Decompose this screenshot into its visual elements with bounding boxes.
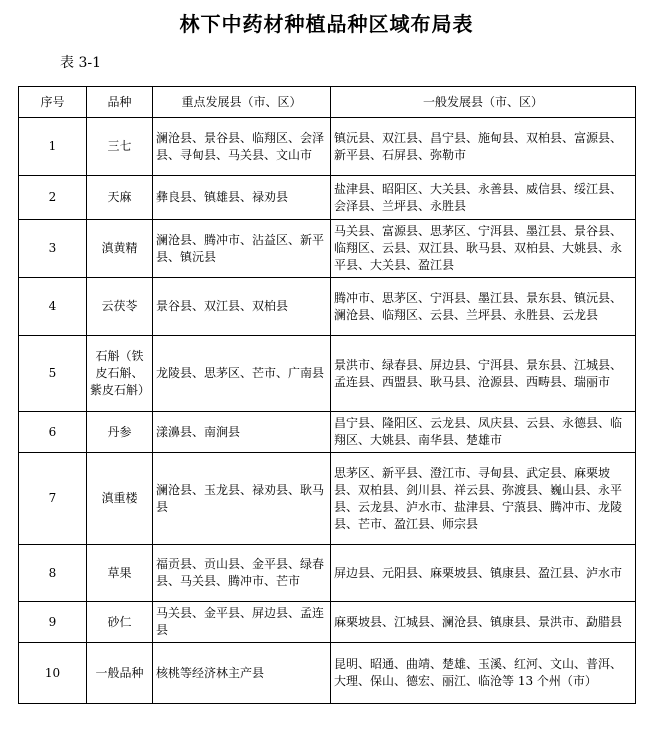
cell-variety: 天麻 — [87, 176, 153, 220]
cell-key-counties: 核桃等经济林主产县 — [153, 643, 331, 704]
cell-no: 3 — [19, 220, 87, 278]
table-caption: 表 3-1 — [60, 55, 101, 71]
cell-no: 10 — [19, 643, 87, 704]
cell-key-counties: 福贡县、贡山县、金平县、绿春县、马关县、腾冲市、芒市 — [153, 545, 331, 602]
table-row — [19, 643, 636, 704]
table-row — [19, 412, 636, 453]
table-row — [19, 278, 636, 336]
cell-variety: 一般品种 — [87, 643, 153, 704]
cell-no: 4 — [19, 278, 87, 336]
cell-general-counties: 景洪市、绿春县、屏边县、宁洱县、景东县、江城县、孟连县、西盟县、耿马县、沧源县、西畴县、瑞丽市 — [331, 336, 636, 412]
cell-general-counties: 昌宁县、隆阳区、云龙县、凤庆县、云县、永德县、临翔区、大姚县、南华县、楚雄市 — [331, 412, 636, 453]
table-row — [19, 453, 636, 545]
cell-key-counties: 漾濞县、南涧县 — [153, 412, 331, 453]
table-row — [19, 118, 636, 176]
table-header-row — [19, 87, 636, 118]
cell-variety: 滇黄精 — [87, 220, 153, 278]
cell-no: 2 — [19, 176, 87, 220]
cell-variety: 三七 — [87, 118, 153, 176]
cell-key-counties: 澜沧县、玉龙县、禄劝县、耿马县 — [153, 453, 331, 545]
cell-key-counties: 彝良县、镇雄县、禄劝县 — [153, 176, 331, 220]
cell-variety: 草果 — [87, 545, 153, 602]
cell-variety: 滇重楼 — [87, 453, 153, 545]
header-general-counties: 一般发展县（市、区） — [331, 87, 636, 118]
cell-general-counties: 马关县、富源县、思茅区、宁洱县、墨江县、景谷县、临翔区、云县、双江县、耿马县、双柏县、大姚县、永平县、大关县、盈江县 — [331, 220, 636, 278]
cell-variety: 砂仁 — [87, 602, 153, 643]
cell-no: 1 — [19, 118, 87, 176]
header-no: 序号 — [19, 87, 87, 118]
cell-general-counties: 盐津县、昭阳区、大关县、永善县、威信县、绥江县、会泽县、兰坪县、永胜县 — [331, 176, 636, 220]
table-row — [19, 176, 636, 220]
cell-key-counties: 龙陵县、思茅区、芒市、广南县 — [153, 336, 331, 412]
table-row — [19, 220, 636, 278]
cell-general-counties: 屏边县、元阳县、麻栗坡县、镇康县、盈江县、泸水市 — [331, 545, 636, 602]
table-row — [19, 545, 636, 602]
cell-no: 8 — [19, 545, 87, 602]
cell-general-counties: 腾冲市、思茅区、宁洱县、墨江县、景东县、镇沅县、澜沧县、临翔区、云县、兰坪县、永胜县、云龙县 — [331, 278, 636, 336]
cell-general-counties: 镇沅县、双江县、昌宁县、施甸县、双柏县、富源县、新平县、石屏县、弥勒市 — [331, 118, 636, 176]
cell-no: 9 — [19, 602, 87, 643]
page-title: 林下中药材种植品种区域布局表 — [179, 12, 474, 36]
cell-no: 7 — [19, 453, 87, 545]
cell-general-counties: 昆明、昭通、曲靖、楚雄、玉溪、红河、文山、普洱、大理、保山、德宏、丽江、临沧等 13 个州（市） — [331, 643, 636, 704]
table-row — [19, 336, 636, 412]
cell-variety: 石斛（铁皮石斛、紫皮石斛） — [87, 336, 153, 412]
cell-key-counties: 马关县、金平县、屏边县、孟连县 — [153, 602, 331, 643]
header-variety: 品种 — [87, 87, 153, 118]
cell-key-counties: 澜沧县、腾冲市、沾益区、新平县、镇沅县 — [153, 220, 331, 278]
header-key-counties: 重点发展县（市、区） — [153, 87, 331, 118]
cell-no: 5 — [19, 336, 87, 412]
layout-table — [18, 86, 636, 704]
cell-variety: 云茯苓 — [87, 278, 153, 336]
table-row — [19, 602, 636, 643]
cell-general-counties: 思茅区、新平县、澄江市、寻甸县、武定县、麻栗坡县、双柏县、剑川县、祥云县、弥渡县、巍山县、永平县、云龙县、泸水市、盐津县、宁蒗县、腾冲市、龙陵县、芒市、盈江县、师宗县 — [331, 453, 636, 545]
cell-general-counties: 麻栗坡县、江城县、澜沧县、镇康县、景洪市、勐腊县 — [331, 602, 636, 643]
cell-variety: 丹参 — [87, 412, 153, 453]
cell-key-counties: 澜沧县、景谷县、临翔区、会泽县、寻甸县、马关县、文山市 — [153, 118, 331, 176]
cell-key-counties: 景谷县、双江县、双柏县 — [153, 278, 331, 336]
cell-no: 6 — [19, 412, 87, 453]
